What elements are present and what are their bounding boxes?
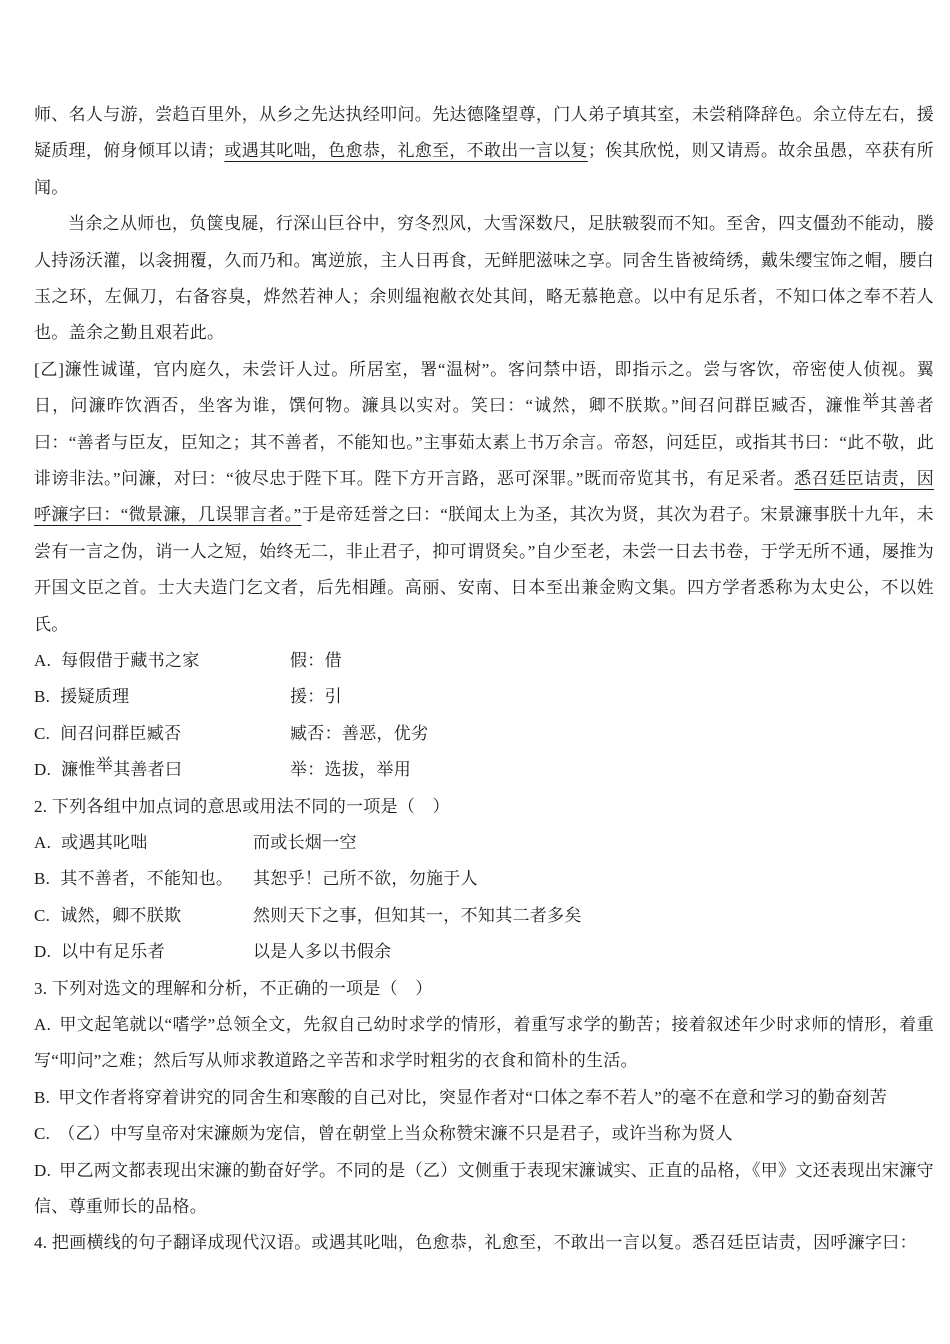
q2-option-b-label: B. <box>34 869 51 889</box>
q1-option-row-b <box>34 679 934 715</box>
q2-option-b-pair: 其恕乎！己所不欲，勿施于人 <box>253 869 478 889</box>
question-4: 4. 把画横线的句子翻译成现代汉语。或遇其叱咄，色愈恭，礼愈至，不敢出一言以复。悉召廷臣诘责，因呼濂字曰： <box>34 1233 917 1253</box>
q2-option-row-b <box>34 861 934 897</box>
q1-option-b-label: B. <box>34 687 51 707</box>
q3-option-c <box>34 1116 934 1152</box>
q2-option-d-phrase: 以中有足乐者 <box>61 942 165 962</box>
q3-option-a <box>34 1007 934 1080</box>
q2-option-d-pair: 以是人多以书假余 <box>253 942 392 962</box>
q1-option-a-gloss: 假：借 <box>290 651 342 671</box>
q3-option-a-text: 甲文起笔就以“嗜学”总领全文，先叙自己幼时求学的情形，着重写求学的勤苦；接着叙述年少时求师的情形，着重写“叩问”之难；然后写从师求教道路之辛苦和求学时粗劣的衣食和简朴的生活。 <box>34 1015 934 1071</box>
q1-option-row-c <box>34 716 934 752</box>
q1-option-row-a <box>34 643 934 679</box>
q1-option-b-phrase: 援疑质理 <box>60 687 130 707</box>
q2-option-row-a <box>34 825 934 861</box>
q1-option-c-label: C. <box>34 723 51 743</box>
q3-option-d-text: 甲乙两文都表现出宋濂的勤奋好学。不同的是（乙）文侧重于表现宋濂诚实、正直的品格，《甲》文还表现出宋濂守信、尊重师长的品格。 <box>34 1160 934 1217</box>
q1-option-a-phrase: 每假借于藏书之家 <box>61 651 200 671</box>
q3-option-c-text: （乙）中写皇帝对宋濂颇为宠信，曾在朝堂上当众称赞宋濂不只是君子，或许当称为贤人 <box>58 1124 733 1144</box>
q3-option-b-text: 甲文作者将穿着讲究的同舍生和寒酸的自己对比，突显作者对“口体之奉不若人”的毫不在意和学习的勤奋刻苦 <box>58 1087 887 1107</box>
passage-jia-continuation: 师、名人与游，尝趋百里外，从乡之先达执经叩问。先达德隆望尊，门人弟子填其室，未尝稍降辞色。余立侍左右，援疑质理，俯身倾耳以请；或遇其叱咄，色愈恭，礼愈至，不敢出一言以复；俟其欣悦，则又请焉。故余虽愚，卒获有所闻。 <box>34 105 934 197</box>
q3-option-a-label: A. <box>34 1015 52 1035</box>
q3-option-b <box>34 1080 934 1116</box>
question-3-stem: 3. 下列对选文的理解和分析，不正确的一项是（ ） <box>34 978 433 998</box>
q2-option-a-pair: 而或长烟一空 <box>253 833 357 853</box>
q1-option-row-d <box>34 752 934 788</box>
q2-option-row-d <box>34 934 934 970</box>
q1-option-d-gloss: 举：选拔，举用 <box>290 760 412 780</box>
q1-option-a-label: A. <box>34 651 52 671</box>
q2-option-a-label: A. <box>34 833 52 853</box>
q3-option-d-label: D. <box>34 1160 52 1180</box>
q2-option-b-phrase: 其不善者，不能知也。 <box>60 869 234 889</box>
q3-option-c-label: C. <box>34 1124 51 1144</box>
question-2-stem: 2. 下列各组中加点词的意思或用法不同的一项是（ ） <box>34 796 450 816</box>
q1-option-d-label: D. <box>34 760 52 780</box>
q1-option-c-phrase: 间召问群臣臧否 <box>60 723 182 743</box>
q2-option-c-phrase: 诚然，卿不朕欺 <box>60 905 182 925</box>
q3-option-b-label: B. <box>34 1087 51 1107</box>
passage-yi-paragraph: [乙]濂性诚谨，官内庭久，未尝讦人过。所居室，署“温树”。客问禁中语，即指示之。尝与客饮，帝密使人侦视。翼日，问濂昨饮酒否，坐客为谁，馔何物。濂具以实对。笑曰：“诚然，卿不朕欺。”间召问群臣臧否，濂惟举其善者曰：“善者与臣友，臣知之；其不善者，不能知也。”主事茹太素上书万余言。帝怒，问廷臣，或指其书曰：“此不敬，此诽谤非法。”问濂，对曰：“彼尽忠于陛下耳。陛下方开言路，恶可深罪。”既而帝览其书，有足采者。悉召廷臣诘责，因呼濂字曰：“微景濂，几误罪言者。”于是帝廷誉之曰：“朕闻太上为圣，其次为贤，其次为君子。宋景濂事朕十九年，未尝有一言之伪，诮一人之短，始终无二，非止君子，抑可谓贤矣。”自少至老，未尝一日去书卷，于学无所不通，屡推为开国文臣之首。士大夫造门乞文者，后先相踵。高丽、安南、日本至出兼金购文集。四方学者悉称为太史公，不以姓氏。 <box>34 359 934 634</box>
q2-option-row-c <box>34 898 934 934</box>
q2-option-a-phrase: 或遇其叱咄 <box>61 833 148 853</box>
q2-option-c-label: C. <box>34 905 51 925</box>
q1-option-d-phrase: 濂惟举其善者曰 <box>61 756 183 780</box>
q1-option-b-gloss: 援：引 <box>290 687 342 707</box>
q2-option-d-label: D. <box>34 942 52 962</box>
q2-option-c-pair: 然则天下之事，但知其一，不知其二者多矣 <box>253 905 582 925</box>
q1-option-c-gloss: 臧否：善恶，优劣 <box>290 723 429 743</box>
passage-jia-paragraph-2: 当余之从师也，负箧曳屣，行深山巨谷中，穷冬烈风，大雪深数尺，足肤皲裂而不知。至舍，四支僵劲不能动，媵人持汤沃灌，以衾拥覆，久而乃和。寓逆旅，主人日再食，无鲜肥滋味之享。同舍生皆被绮绣，戴朱缨宝饰之帽，腰白玉之环，左佩刀，右备容臭，烨然若神人；余则缊袍敝衣处其间，略无慕艳意。以中有足乐者，不知口体之奉不若人也。盖余之勤且艰若此。 <box>34 214 934 343</box>
q3-option-d <box>34 1153 934 1226</box>
